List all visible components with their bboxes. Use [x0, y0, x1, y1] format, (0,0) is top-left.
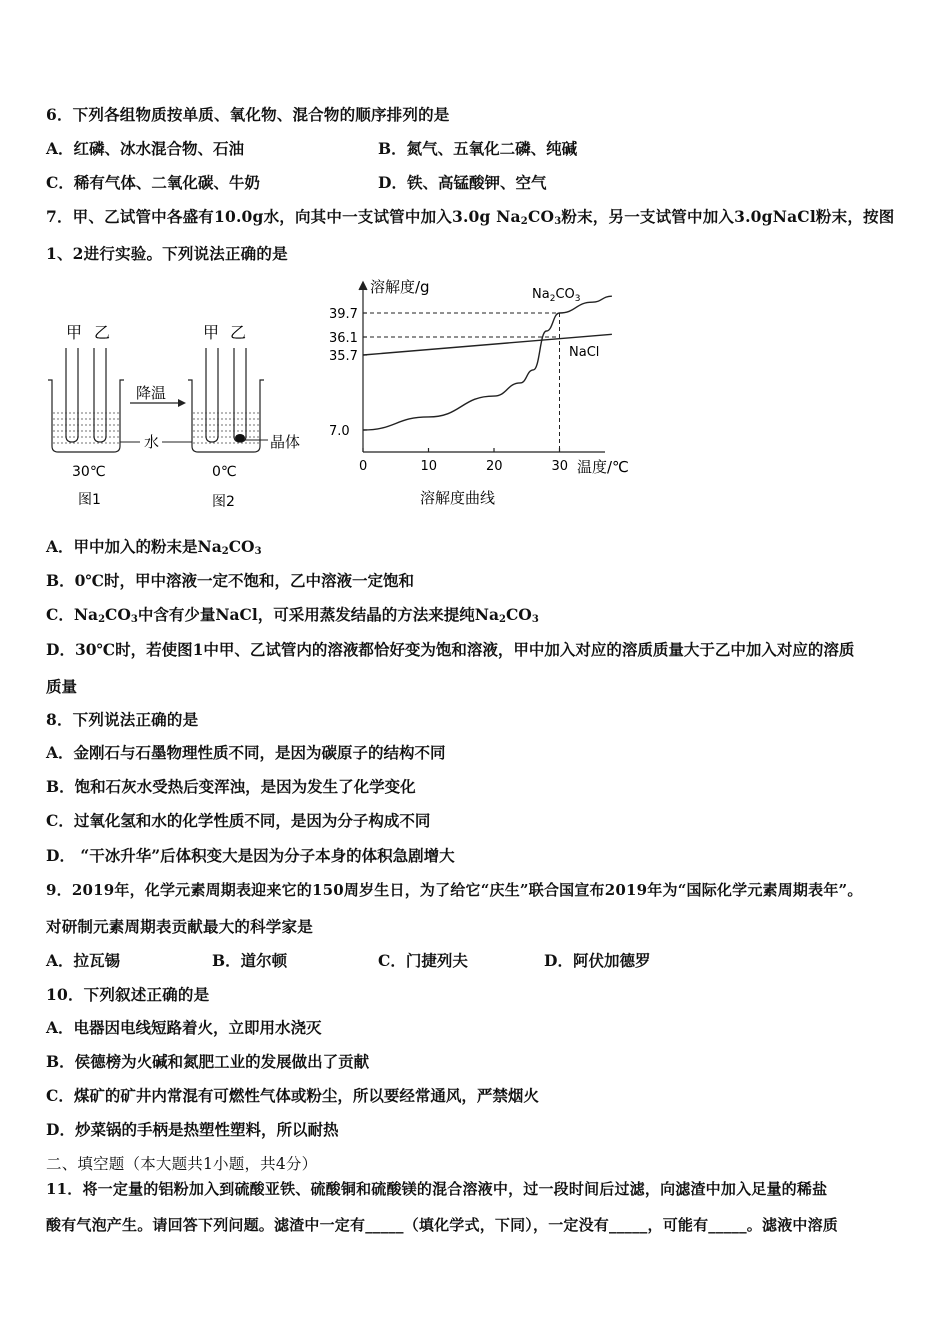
q9-stem-line2: 对研制元素周期表贡献最大的科学家是	[46, 917, 313, 936]
q7-option-b: B．0℃时，甲中溶液一定不饱和，乙中溶液一定饱和	[46, 571, 414, 590]
y-axis-arrow	[359, 282, 367, 290]
q10-option-a: A．电器因电线短路着火，立即用水浇灭	[46, 1018, 322, 1037]
q8-option-c: C．过氧化氢和水的化学性质不同，是因为分子构成不同	[46, 811, 431, 830]
q7-option-d-line2: 质量	[46, 677, 78, 696]
series-line-na2co3	[363, 296, 612, 430]
q6-stem: 6．下列各组物质按单质、氧化物、混合物的顺序排列的是	[46, 105, 450, 124]
arrow-label: 降温	[136, 384, 167, 402]
q10-option-c: C．煤矿的矿井内常混有可燃性气体或粉尘，所以要经常通风，严禁烟火	[46, 1086, 539, 1105]
q8-option-b: B．饱和石灰水受热后变浑浊，是因为发生了化学变化	[46, 777, 416, 796]
fig2-label: 图2	[212, 494, 235, 510]
tube-label-yi-1: 乙	[94, 323, 111, 342]
q7-stem-line1: 7．甲、乙试管中各盛有10.0g水，向其中一支试管中加入3.0g $Na_2CO_3$粉末，另一支试管中加入3.0gNaCl粉末，按图	[46, 207, 895, 227]
water-label: 水	[144, 433, 160, 451]
q11-line1: 11．将一定量的铝粉加入到硫酸亚铁、硫酸铜和硫酸镁的混合溶液中，过一段时间后过滤，向滤渣中加入足量的稀盐	[46, 1180, 828, 1198]
q7-stem-line2: 1、2进行实验。下列说法正确的是	[46, 244, 288, 263]
q7-option-d-line1: D．30℃时，若使图1中甲、乙试管内的溶液都恰好变为饱和溶液，甲中加入对应的溶质质量大于乙中加入对应的溶质	[46, 640, 855, 659]
q6-option-c: C．稀有气体、二氧化碳、牛奶	[46, 173, 260, 192]
q10-stem: 10．下列叙述正确的是	[46, 985, 210, 1004]
q9-option-d: D．阿伏加德罗	[544, 951, 651, 970]
q7-option-c: C．$Na_2CO_3$中含有少量NaCl，可采用蒸发结晶的方法来提纯$Na_2CO_3$	[46, 605, 539, 625]
q8-option-a: A．金刚石与石墨物理性质不同，是因为碳原子的结构不同	[46, 743, 446, 762]
q9-option-c: C．门捷列夫	[378, 951, 468, 970]
q8-option-d: D． “干冰升华”后体积变大是因为分子本身的体积急剧增大	[46, 846, 455, 865]
q10-option-b: B．侯德榜为火碱和氮肥工业的发展做出了贡献	[46, 1052, 370, 1071]
x-tick-label-20: 20	[486, 459, 503, 474]
temp-label-1: 30℃	[72, 464, 106, 480]
q9-option-b: B．道尔顿	[212, 951, 288, 970]
temp-label-2: 0℃	[212, 464, 237, 480]
q9-stem-line1: 9．2019年，化学元素周期表迎来它的150周岁生日，为了给它“庆生”联合国宣布2019年为“国际化学元素周期表年”。	[46, 881, 863, 899]
tube-label-yi-2: 乙	[230, 323, 247, 342]
q6-option-d: D．铁、高锰酸钾、空气	[378, 173, 547, 192]
y-tick-label-36.1: 36.1	[329, 331, 358, 346]
solubility-chart	[325, 270, 655, 515]
solubility-xlabel: 温度/℃	[577, 458, 629, 476]
x-tick-label-10: 10	[420, 459, 438, 474]
series-label-nacl: NaCl	[569, 345, 600, 360]
y-tick-label-39.7: 39.7	[329, 307, 358, 322]
crystal-label: 晶体	[270, 433, 301, 451]
x-tick-label-30: 30	[551, 459, 569, 474]
tube-label-jia-1: 甲	[66, 323, 83, 342]
q6-option-a: A．红磷、冰水混合物、石油	[46, 139, 245, 158]
q11-line2: 酸有气泡产生。请回答下列问题。滤渣中一定有_____（填化学式，下同），一定没有_____，可能有_____。滤液中溶质	[46, 1216, 839, 1234]
q6-option-b: B．氮气、五氧化二磷、纯碱	[378, 139, 578, 158]
tube-label-jia-2: 甲	[203, 323, 220, 342]
series-label-na2co3: $Na_2CO_3$	[532, 287, 581, 304]
experiment-figure	[40, 318, 320, 518]
y-tick-label-35.7: 35.7	[329, 349, 358, 364]
solubility-title: 溶解度曲线	[420, 489, 496, 507]
q8-stem: 8．下列说法正确的是	[46, 710, 199, 729]
fig1-label: 图1	[78, 492, 101, 508]
q9-option-a: A．拉瓦锡	[46, 951, 121, 970]
section-heading: 二、填空题（本大题共1小题，共4分）	[46, 1155, 318, 1173]
q10-option-d: D．炒菜锅的手柄是热塑性塑料，所以耐热	[46, 1120, 339, 1139]
q7-option-a: A．甲中加入的粉末是$Na_2CO_3$	[46, 537, 262, 557]
y-tick-label-7.0: 7.0	[329, 424, 350, 439]
solubility-ylabel: 溶解度/g	[370, 278, 430, 296]
x-tick-label-0: 0	[359, 459, 368, 474]
